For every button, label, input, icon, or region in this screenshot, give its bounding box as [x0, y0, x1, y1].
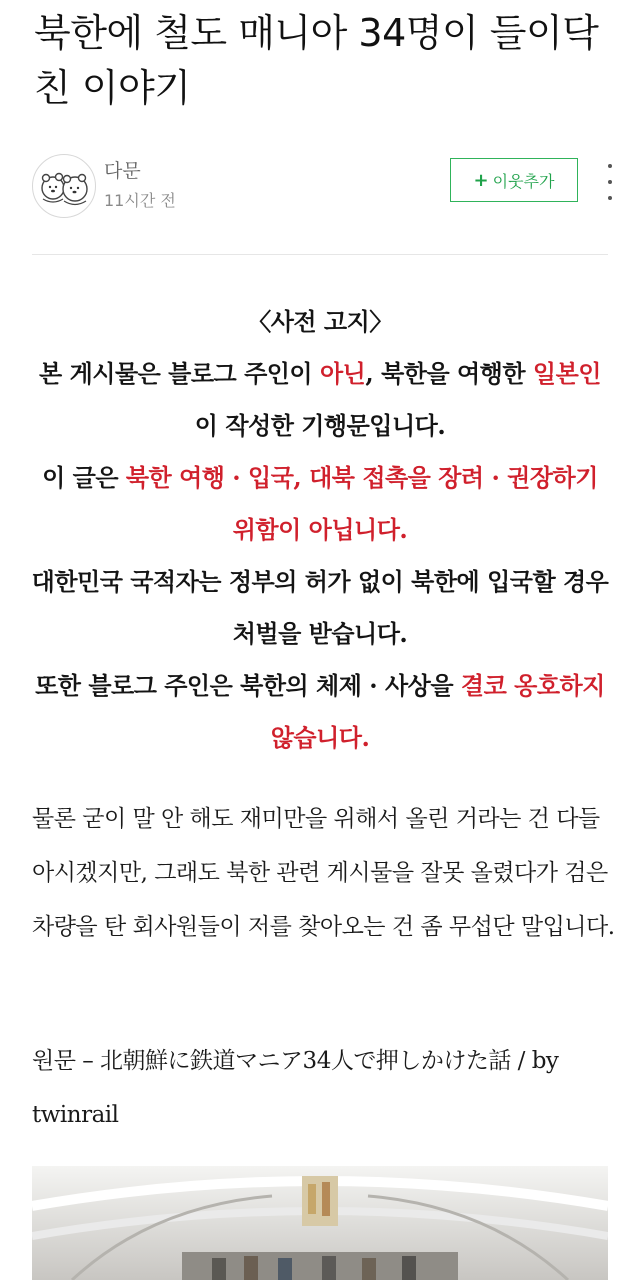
notice-paragraph-1	[30, 348, 610, 452]
notice-highlight: 아닌	[319, 359, 366, 388]
post-body	[32, 792, 616, 954]
notice-text: 또한 블로그 주인은 북한의 체제 · 사상을	[35, 671, 461, 700]
notice-highlight: 일본인	[532, 359, 601, 388]
notice-heading: 〈사전 고지〉	[247, 307, 393, 336]
add-neighbor-label: 이웃추가	[492, 171, 555, 191]
source-text: 원문 – 北朝鮮に鉄道マニア34人で押しかけた話 / by twinrail	[32, 1048, 559, 1128]
station-photo-image	[32, 1166, 608, 1280]
notice-text: 이 글은	[42, 463, 126, 492]
bear-avatar-icon	[33, 155, 95, 217]
author-avatar[interactable]	[32, 154, 96, 218]
notice-highlight: 결코 옹호하지 않습니다.	[270, 671, 605, 752]
author-row	[32, 150, 622, 220]
notice-paragraph-2	[30, 452, 610, 556]
source-credit	[32, 1034, 622, 1142]
notice-paragraph-4	[30, 660, 610, 764]
notice-block	[30, 296, 610, 764]
author-name[interactable]: 다문	[104, 160, 141, 182]
notice-highlight: 북한 여행 · 입국, 대북 접촉을 장려 · 권장하기 위함이 아닙니다.	[125, 463, 598, 544]
vertical-dots-icon	[608, 164, 612, 168]
station-photo[interactable]	[32, 1166, 608, 1280]
notice-text: 이 작성한 기행문입니다.	[194, 411, 446, 440]
body-paragraph: 물론 굳이 말 안 해도 재미만을 위해서 올린 거라는 건 다들 아시겠지만, 그래도 북한 관련 게시물을 잘못 올렸다가 검은 차량을 탄 회사원들이 저를 찾아오는 건 좀 무섭단 말입니다.	[32, 806, 615, 940]
plus-icon: +	[473, 169, 489, 191]
more-options-button[interactable]	[600, 164, 620, 200]
post-title: 북한에 철도 매니아 34명이 들이닥친 이야기	[34, 11, 599, 110]
add-neighbor-button[interactable]	[450, 158, 578, 202]
notice-text: 본 게시물은 블로그 주인이	[39, 359, 320, 388]
notice-paragraph-3: 대한민국 국적자는 정부의 허가 없이 북한에 입국할 경우 처벌을 받습니다.	[31, 567, 609, 648]
notice-text: , 북한을 여행한	[365, 359, 533, 388]
vertical-dots-icon	[608, 180, 612, 184]
post-timestamp: 11시간 전	[104, 191, 176, 210]
header-divider	[32, 254, 608, 255]
vertical-dots-icon	[608, 196, 612, 200]
